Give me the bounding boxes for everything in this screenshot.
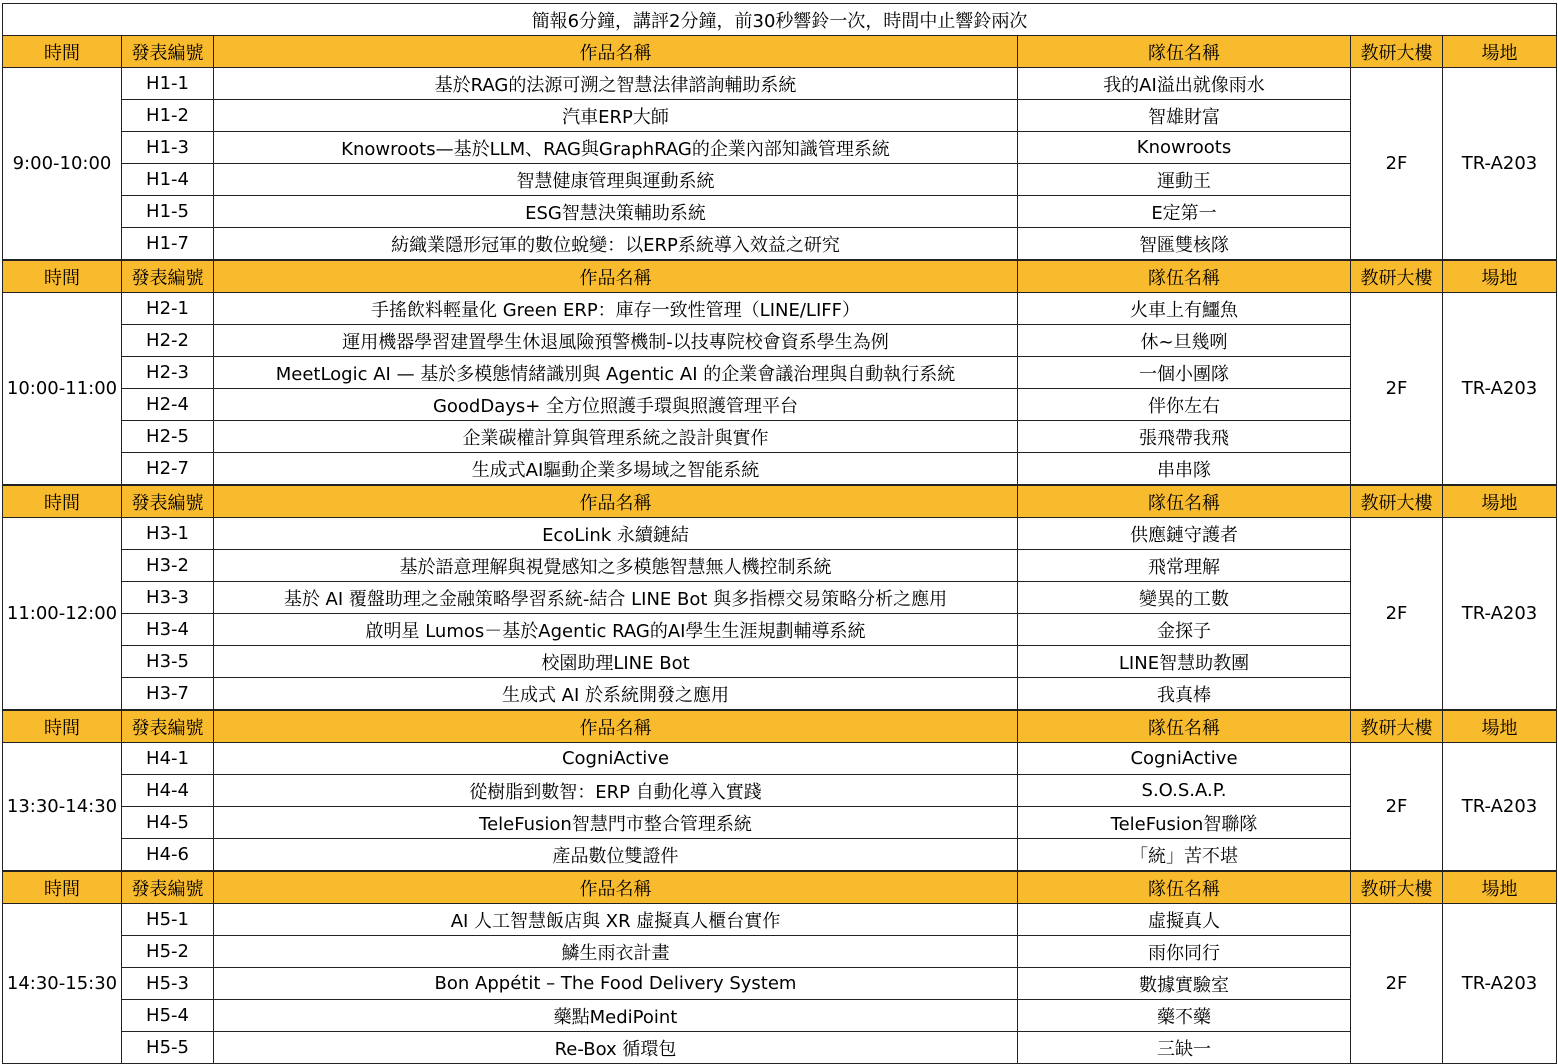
presentation-id: H1-2 bbox=[122, 100, 214, 132]
presentation-id: H2-4 bbox=[122, 389, 214, 421]
team-name: 張飛帶我飛 bbox=[1018, 421, 1351, 453]
project-name: 啟明星 Lumos－基於Agentic RAG的AI學生生涯規劃輔導系統 bbox=[214, 614, 1018, 646]
session-header-row bbox=[3, 871, 1557, 904]
header-venue: 場地 bbox=[1443, 36, 1557, 68]
team-name: S.O.S.A.P. bbox=[1018, 775, 1351, 807]
project-name: 企業碳權計算與管理系統之設計與實作 bbox=[214, 421, 1018, 453]
team-name: 一個小團隊 bbox=[1018, 357, 1351, 389]
presentation-id: H5-5 bbox=[122, 1032, 214, 1064]
presentation-id: H5-3 bbox=[122, 968, 214, 1000]
session-floor: 2F bbox=[1351, 743, 1443, 872]
table-row bbox=[3, 775, 1557, 807]
table-row bbox=[3, 678, 1557, 711]
project-name: 基於RAG的法源可溯之智慧法律諮詢輔助系統 bbox=[214, 68, 1018, 100]
presentation-id: H4-5 bbox=[122, 807, 214, 839]
project-name: EcoLink 永續鏈結 bbox=[214, 518, 1018, 550]
project-name: 從樹脂到數智：ERP 自動化導入實踐 bbox=[214, 775, 1018, 807]
table-row bbox=[3, 164, 1557, 196]
project-name: Knowroots—基於LLM、RAG與GraphRAG的企業內部知識管理系統 bbox=[214, 132, 1018, 164]
team-name: 雨你同行 bbox=[1018, 936, 1351, 968]
session-time: 9:00-10:00 bbox=[3, 68, 122, 261]
team-name: 虛擬真人 bbox=[1018, 904, 1351, 936]
header-presentation-id: 發表編號 bbox=[122, 710, 214, 743]
session-header-row bbox=[3, 36, 1557, 68]
project-name: 基於語意理解與視覺感知之多模態智慧無人機控制系統 bbox=[214, 550, 1018, 582]
presentation-id: H3-3 bbox=[122, 582, 214, 614]
team-name: 智雄財富 bbox=[1018, 100, 1351, 132]
team-name: 供應鏈守護者 bbox=[1018, 518, 1351, 550]
team-name: 我真棒 bbox=[1018, 678, 1351, 711]
table-row bbox=[3, 1032, 1557, 1064]
table-row bbox=[3, 807, 1557, 839]
header-time: 時間 bbox=[3, 485, 122, 518]
presentation-id: H5-2 bbox=[122, 936, 214, 968]
header-building: 教研大樓 bbox=[1351, 871, 1443, 904]
team-name: E定第一 bbox=[1018, 196, 1351, 228]
team-name: TeleFusion智聯隊 bbox=[1018, 807, 1351, 839]
header-building: 教研大樓 bbox=[1351, 36, 1443, 68]
team-name: 串串隊 bbox=[1018, 453, 1351, 486]
team-name: 三缺一 bbox=[1018, 1032, 1351, 1064]
header-project-name: 作品名稱 bbox=[214, 260, 1018, 293]
table-row bbox=[3, 550, 1557, 582]
table-row bbox=[3, 68, 1557, 100]
header-team-name: 隊伍名稱 bbox=[1018, 485, 1351, 518]
header-project-name: 作品名稱 bbox=[214, 36, 1018, 68]
project-name: TeleFusion智慧門市整合管理系統 bbox=[214, 807, 1018, 839]
session-time: 13:30-14:30 bbox=[3, 743, 122, 872]
table-row bbox=[3, 357, 1557, 389]
table-row bbox=[3, 100, 1557, 132]
team-name: 數據實驗室 bbox=[1018, 968, 1351, 1000]
table-row bbox=[3, 132, 1557, 164]
header-project-name: 作品名稱 bbox=[214, 710, 1018, 743]
project-name: MeetLogic AI — 基於多模態情緒識別與 Agentic AI 的企業會議治理與自動執行系統 bbox=[214, 357, 1018, 389]
header-time: 時間 bbox=[3, 871, 122, 904]
presentation-id: H3-2 bbox=[122, 550, 214, 582]
project-name: 藥點MediPoint bbox=[214, 1000, 1018, 1032]
header-venue: 場地 bbox=[1443, 871, 1557, 904]
presentation-id: H3-7 bbox=[122, 678, 214, 711]
presentation-id: H1-7 bbox=[122, 228, 214, 261]
table-row bbox=[3, 839, 1557, 872]
header-team-name: 隊伍名稱 bbox=[1018, 871, 1351, 904]
team-name: 伴你左右 bbox=[1018, 389, 1351, 421]
team-name: 運動王 bbox=[1018, 164, 1351, 196]
team-name: CogniActive bbox=[1018, 743, 1351, 775]
presentation-id: H5-1 bbox=[122, 904, 214, 936]
project-name: 智慧健康管理與運動系統 bbox=[214, 164, 1018, 196]
header-presentation-id: 發表編號 bbox=[122, 871, 214, 904]
project-name: 鱗生雨衣計畫 bbox=[214, 936, 1018, 968]
header-team-name: 隊伍名稱 bbox=[1018, 36, 1351, 68]
session-time: 10:00-11:00 bbox=[3, 293, 122, 486]
presentation-id: H1-5 bbox=[122, 196, 214, 228]
header-building: 教研大樓 bbox=[1351, 710, 1443, 743]
presentation-id: H4-4 bbox=[122, 775, 214, 807]
table-row bbox=[3, 196, 1557, 228]
session-header-row bbox=[3, 485, 1557, 518]
project-name: ESG智慧決策輔助系統 bbox=[214, 196, 1018, 228]
presentation-id: H1-1 bbox=[122, 68, 214, 100]
team-name: 智匯雙核隊 bbox=[1018, 228, 1351, 261]
table-row bbox=[3, 453, 1557, 486]
project-name: 生成式AI驅動企業多場域之智能系統 bbox=[214, 453, 1018, 486]
presentation-id: H1-3 bbox=[122, 132, 214, 164]
session-room: TR-A203 bbox=[1443, 904, 1557, 1064]
table-row bbox=[3, 421, 1557, 453]
header-venue: 場地 bbox=[1443, 260, 1557, 293]
presentation-id: H2-7 bbox=[122, 453, 214, 486]
header-venue: 場地 bbox=[1443, 485, 1557, 518]
table-row bbox=[3, 936, 1557, 968]
table-row bbox=[3, 646, 1557, 678]
session-floor: 2F bbox=[1351, 68, 1443, 261]
session-header-row bbox=[3, 260, 1557, 293]
team-name: 藥不藥 bbox=[1018, 1000, 1351, 1032]
table-row bbox=[3, 325, 1557, 357]
header-team-name: 隊伍名稱 bbox=[1018, 260, 1351, 293]
table-row bbox=[3, 1000, 1557, 1032]
session-room: TR-A203 bbox=[1443, 293, 1557, 486]
project-name: Re-Box 循環包 bbox=[214, 1032, 1018, 1064]
header-time: 時間 bbox=[3, 260, 122, 293]
header-presentation-id: 發表編號 bbox=[122, 485, 214, 518]
table-row bbox=[3, 614, 1557, 646]
session-header-row bbox=[3, 710, 1557, 743]
project-name: 汽車ERP大師 bbox=[214, 100, 1018, 132]
session-time: 11:00-12:00 bbox=[3, 518, 122, 711]
table-row bbox=[3, 518, 1557, 550]
header-building: 教研大樓 bbox=[1351, 485, 1443, 518]
project-name: CogniActive bbox=[214, 743, 1018, 775]
project-name: AI 人工智慧飯店與 XR 虛擬真人櫃台實作 bbox=[214, 904, 1018, 936]
header-presentation-id: 發表編號 bbox=[122, 36, 214, 68]
presentation-id: H4-6 bbox=[122, 839, 214, 872]
presentation-id: H5-4 bbox=[122, 1000, 214, 1032]
table-row bbox=[3, 904, 1557, 936]
session-floor: 2F bbox=[1351, 904, 1443, 1064]
project-name: 生成式 AI 於系統開發之應用 bbox=[214, 678, 1018, 711]
project-name: Bon Appétit – The Food Delivery System bbox=[214, 968, 1018, 1000]
header-project-name: 作品名稱 bbox=[214, 485, 1018, 518]
session-room: TR-A203 bbox=[1443, 743, 1557, 872]
project-name: 手搖飲料輕量化 Green ERP：庫存一致性管理（LINE/LIFF） bbox=[214, 293, 1018, 325]
header-time: 時間 bbox=[3, 710, 122, 743]
header-team-name: 隊伍名稱 bbox=[1018, 710, 1351, 743]
project-name: 產品數位雙證件 bbox=[214, 839, 1018, 872]
session-room: TR-A203 bbox=[1443, 68, 1557, 261]
presentation-id: H3-4 bbox=[122, 614, 214, 646]
team-name: 我的AI溢出就像雨水 bbox=[1018, 68, 1351, 100]
team-name: 「統」苦不堪 bbox=[1018, 839, 1351, 872]
presentation-id: H3-5 bbox=[122, 646, 214, 678]
session-time: 14:30-15:30 bbox=[3, 904, 122, 1064]
table-row bbox=[3, 228, 1557, 261]
project-name: 紡織業隱形冠軍的數位蛻變：以ERP系統導入效益之研究 bbox=[214, 228, 1018, 261]
table-row bbox=[3, 582, 1557, 614]
presentation-id: H3-1 bbox=[122, 518, 214, 550]
header-presentation-id: 發表編號 bbox=[122, 260, 214, 293]
team-name: 飛常理解 bbox=[1018, 550, 1351, 582]
project-name: 校園助理LINE Bot bbox=[214, 646, 1018, 678]
notice-text: 簡報6分鐘，講評2分鐘，前30秒響鈴一次，時間中止響鈴兩次 bbox=[3, 4, 1557, 36]
table-row bbox=[3, 743, 1557, 775]
header-venue: 場地 bbox=[1443, 710, 1557, 743]
header-project-name: 作品名稱 bbox=[214, 871, 1018, 904]
team-name: LINE智慧助教團 bbox=[1018, 646, 1351, 678]
presentation-id: H2-2 bbox=[122, 325, 214, 357]
project-name: 基於 AI 覆盤助理之金融策略學習系統-結合 LINE Bot 與多指標交易策略分析之應用 bbox=[214, 582, 1018, 614]
team-name: 火車上有鱷魚 bbox=[1018, 293, 1351, 325]
presentation-id: H2-3 bbox=[122, 357, 214, 389]
project-name: GoodDays+ 全方位照護手環與照護管理平台 bbox=[214, 389, 1018, 421]
project-name: 運用機器學習建置學生休退風險預警機制-以技專院校會資系學生為例 bbox=[214, 325, 1018, 357]
notice-row bbox=[3, 4, 1557, 36]
team-name: 金探子 bbox=[1018, 614, 1351, 646]
presentation-id: H4-1 bbox=[122, 743, 214, 775]
schedule-table bbox=[2, 3, 1557, 1064]
team-name: Knowroots bbox=[1018, 132, 1351, 164]
session-floor: 2F bbox=[1351, 518, 1443, 711]
table-row bbox=[3, 968, 1557, 1000]
session-floor: 2F bbox=[1351, 293, 1443, 486]
session-room: TR-A203 bbox=[1443, 518, 1557, 711]
presentation-id: H2-1 bbox=[122, 293, 214, 325]
table-row bbox=[3, 389, 1557, 421]
table-row bbox=[3, 293, 1557, 325]
header-building: 教研大樓 bbox=[1351, 260, 1443, 293]
presentation-id: H2-5 bbox=[122, 421, 214, 453]
presentation-id: H1-4 bbox=[122, 164, 214, 196]
header-time: 時間 bbox=[3, 36, 122, 68]
team-name: 變異的工數 bbox=[1018, 582, 1351, 614]
team-name: 休~旦幾咧 bbox=[1018, 325, 1351, 357]
